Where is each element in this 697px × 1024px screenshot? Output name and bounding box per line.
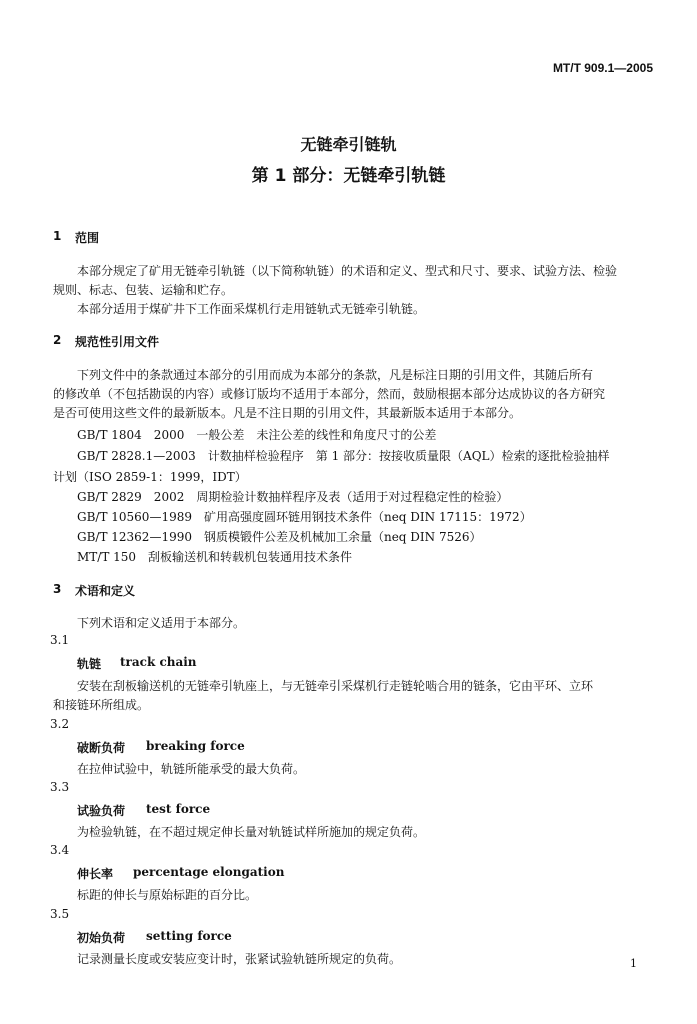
term-english: breaking force: [146, 739, 245, 753]
reference-item: MT/T 150 刮板输送机和转载机包装通用技术条件: [77, 550, 353, 564]
term-definition: 记录测量长度或安装应变计时，张紧试验轨链所规定的负荷。: [77, 952, 402, 966]
term-english: track chain: [120, 655, 197, 669]
term-english: percentage elongation: [133, 865, 285, 879]
section-2-intro-line-3: 是否可使用这些文件的最新版本。凡是不注日期的引用文件，其最新版本适用于本部分。: [53, 406, 522, 420]
document-part-title: 第 1 部分：无链牵引轨链: [251, 166, 446, 186]
section-1-heading: 范围: [75, 231, 100, 245]
term-number: 3.3: [50, 780, 70, 794]
term-definition-cont: 和接链环所组成。: [53, 698, 150, 712]
section-3-heading: 术语和定义: [75, 584, 136, 598]
standard-code: MT/T 909.1—2005: [552, 61, 653, 75]
section-2-intro-line-1: 下列文件中的条款通过本部分的引用而成为本部分的条款，凡是标注日期的引用文件，其随后所有: [77, 368, 594, 382]
page-number: 1: [630, 957, 637, 970]
section-2-number: 2: [53, 333, 62, 347]
section-1-number: 1: [53, 229, 62, 243]
term-chinese: 伸长率: [77, 867, 114, 881]
term-number: 3.2: [50, 717, 70, 731]
term-english: test force: [146, 802, 211, 816]
section-1-paragraph-2: 本部分适用于煤矿井下工作面采煤机行走用链轨式无链牵引轨链。: [77, 302, 426, 316]
term-chinese: 试验负荷: [77, 804, 126, 818]
document-title: 无链牵引链轨: [300, 135, 397, 154]
section-3-intro: 下列术语和定义适用于本部分。: [77, 616, 246, 630]
term-chinese: 破断负荷: [77, 741, 126, 755]
term-english: setting force: [146, 929, 232, 943]
section-1-paragraph-1-cont: 规则、标志、包装、运输和贮存。: [53, 283, 234, 297]
reference-item: GB/T 1804 2000 一般公差 未注公差的线性和角度尺寸的公差: [77, 428, 437, 442]
term-chinese: 轨链: [77, 657, 102, 671]
term-definition: 在拉伸试验中，轨链所能承受的最大负荷。: [77, 762, 306, 776]
section-3-number: 3: [53, 582, 62, 596]
section-1-paragraph-1: 本部分规定了矿用无链牵引轨链（以下简称轨链）的术语和定义、型式和尺寸、要求、试验方法、检验: [77, 264, 618, 278]
reference-item: GB/T 10560—1989 矿用高强度圆环链用钢技术条件（neq DIN 17115：1972）: [77, 510, 532, 524]
term-number: 3.5: [50, 907, 70, 921]
reference-item: GB/T 2829 2002 周期检验计数抽样程序及表（适用于对过程稳定性的检验）: [77, 490, 509, 504]
section-2-heading: 规范性引用文件: [75, 335, 160, 349]
section-2-intro-line-2: 的修改单（不包括勘误的内容）或修订版均不适用于本部分，然而，鼓励根据本部分达成协议的各方研究: [53, 387, 606, 401]
term-definition: 安装在刮板输送机的无链牵引轨座上，与无链牵引采煤机行走链轮啮合用的链条，它由平环、立环: [77, 679, 594, 693]
reference-item: GB/T 2828.1—2003 计数抽样检验程序 第 1 部分：按接收质量限（AQL）检索的逐批检验抽样: [77, 449, 610, 463]
term-number: 3.4: [50, 843, 70, 857]
term-definition: 标距的伸长与原始标距的百分比。: [77, 888, 258, 902]
reference-item: GB/T 12362—1990 钢质模锻件公差及机械加工余量（neq DIN 7526）: [77, 530, 482, 544]
term-chinese: 初始负荷: [77, 931, 126, 945]
reference-item-cont: 计划（ISO 2859-1：1999，IDT）: [53, 470, 247, 484]
term-definition: 为检验轨链，在不超过规定伸长量对轨链试样所施加的规定负荷。: [77, 825, 426, 839]
term-number: 3.1: [50, 633, 70, 647]
